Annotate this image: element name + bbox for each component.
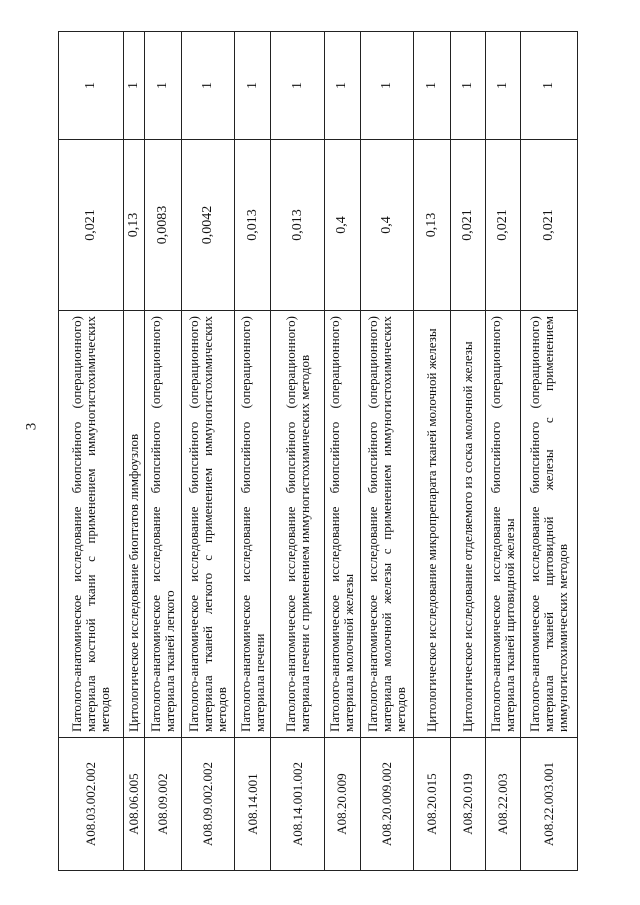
- service-code-cell: A08.22.003: [485, 738, 520, 871]
- frequency-cell: 0,021: [520, 140, 577, 311]
- table-row: [59, 32, 124, 871]
- multiplicity-cell: 1: [451, 32, 486, 140]
- service-code-cell: A08.09.002.002: [181, 738, 234, 871]
- service-code-cell: A08.20.009: [324, 738, 361, 871]
- service-code-cell: A08.22.003.001: [520, 738, 577, 871]
- table-row: [144, 32, 181, 871]
- multiplicity-cell: 1: [324, 32, 361, 140]
- frequency-cell: 0,4: [324, 140, 361, 311]
- table-row: [181, 32, 234, 871]
- service-name-cell: Цитологическое исследование микропрепарата тканей молочной железы: [414, 311, 451, 738]
- multiplicity-cell: 1: [485, 32, 520, 140]
- table-row: [485, 32, 520, 871]
- rotated-table-wrapper: [58, 31, 578, 871]
- service-code-cell: A08.20.009.002: [361, 738, 414, 871]
- page-number: 3: [23, 422, 40, 431]
- frequency-cell: 0,021: [485, 140, 520, 311]
- frequency-cell: 0,021: [59, 140, 124, 311]
- frequency-cell: 0,13: [414, 140, 451, 311]
- service-name-cell: Патолого-анатомическое исследование биопсийного (операционного) материала костной ткани с применением иммуногистохимических методов: [59, 311, 124, 738]
- frequency-cell: 0,021: [451, 140, 486, 311]
- frequency-cell: 0,13: [124, 140, 144, 311]
- multiplicity-cell: 1: [234, 32, 271, 140]
- service-code-cell: A08.14.001.002: [271, 738, 324, 871]
- service-code-cell: A08.03.002.002: [59, 738, 124, 871]
- frequency-cell: 0,013: [271, 140, 324, 311]
- multiplicity-cell: 1: [124, 32, 144, 140]
- multiplicity-cell: 1: [271, 32, 324, 140]
- multiplicity-cell: 1: [520, 32, 577, 140]
- multiplicity-cell: 1: [361, 32, 414, 140]
- multiplicity-cell: 1: [414, 32, 451, 140]
- table-row: [124, 32, 144, 871]
- service-name-cell: Патолого-анатомическое исследование биопсийного (операционного) материала тканей щитовидной железы: [485, 311, 520, 738]
- multiplicity-cell: 1: [59, 32, 124, 140]
- service-name-cell: Цитологическое исследование биоптатов лимфоузлов: [124, 311, 144, 738]
- table-row: [451, 32, 486, 871]
- frequency-cell: 0,0083: [144, 140, 181, 311]
- service-code-cell: A08.14.001: [234, 738, 271, 871]
- service-code-cell: A08.09.002: [144, 738, 181, 871]
- service-name-cell: Патолого-анатомическое исследование биопсийного (операционного) материала тканей щитовидной железы с применением иммуногистохимических методов: [520, 311, 577, 738]
- service-name-cell: Патолого-анатомическое исследование биопсийного (операционного) материала тканей легкого: [144, 311, 181, 738]
- table-row: [324, 32, 361, 871]
- service-name-cell: Цитологическое исследование отделяемого из соска молочной железы: [451, 311, 486, 738]
- table-row: [234, 32, 271, 871]
- frequency-cell: 0,4: [361, 140, 414, 311]
- service-name-cell: Патолого-анатомическое исследование биопсийного (операционного) материала тканей легкого с применением иммуногистохимических методов: [181, 311, 234, 738]
- services-table: [58, 31, 578, 871]
- table-row: [361, 32, 414, 871]
- frequency-cell: 0,0042: [181, 140, 234, 311]
- service-name-cell: Патолого-анатомическое исследование биопсийного (операционного) материала печени с применением иммуногистохимических методов: [271, 311, 324, 738]
- table-row: [520, 32, 577, 871]
- multiplicity-cell: 1: [181, 32, 234, 140]
- service-name-cell: Патолого-анатомическое исследование биопсийного (операционного) материала молочной железы с применением иммуногистохимических методов: [361, 311, 414, 738]
- table-row: [271, 32, 324, 871]
- frequency-cell: 0,013: [234, 140, 271, 311]
- multiplicity-cell: 1: [144, 32, 181, 140]
- service-code-cell: A08.20.019: [451, 738, 486, 871]
- service-name-cell: Патолого-анатомическое исследование биопсийного (операционного) материала печени: [234, 311, 271, 738]
- service-name-cell: Патолого-анатомическое исследование биопсийного (операционного) материала молочной железы: [324, 311, 361, 738]
- service-code-cell: A08.20.015: [414, 738, 451, 871]
- service-code-cell: A08.06.005: [124, 738, 144, 871]
- table-row: [414, 32, 451, 871]
